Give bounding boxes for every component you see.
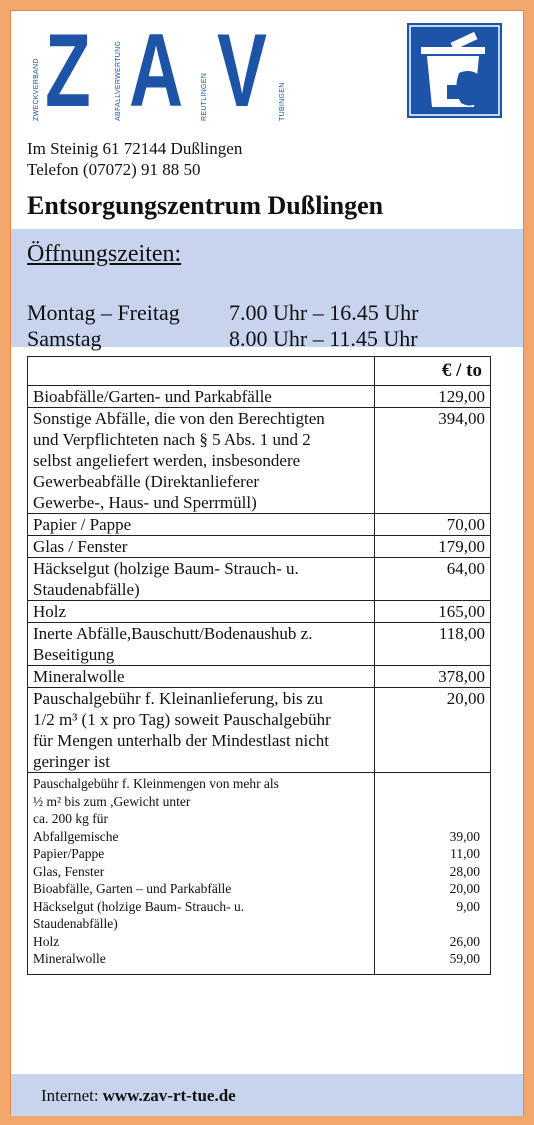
small-quantities-items: [28, 773, 375, 975]
small-item: Holz: [33, 933, 60, 949]
small-item: Papier/Pappe: [33, 846, 105, 861]
table-cell-item: Holz: [28, 601, 375, 623]
table-cell-item: Glas / Fenster: [28, 536, 375, 558]
table-row: [28, 623, 491, 666]
fee-table: [27, 356, 491, 975]
table-cell-item: Pauschalgebühr f. Kleinanlieferung, bis zu 1/2 m³ (1 x pro Tag) soweit Pauschalgebühr für Mengen unterhalb der Mindestlast nicht geringer ist: [28, 688, 375, 773]
logo-side-text-abfallverwertung: ABFALLVERWERTUNG: [115, 40, 122, 121]
logo-side-text-tuebingen: TÜBINGEN: [279, 82, 286, 121]
small-intro-line: Pauschalgebühr f. Kleinmengen von mehr als: [33, 776, 279, 791]
small-intro-line: ca. 200 kg für: [33, 811, 108, 826]
small-intro-line: ½ m² bis zum ,Gewicht unter: [33, 793, 191, 809]
small-item: Staudenabfälle): [33, 916, 118, 931]
small-price: 59,00: [449, 951, 480, 966]
info-card: [10, 10, 524, 1115]
small-item: Glas, Fenster: [33, 863, 105, 879]
small-item: Abfallgemische: [33, 828, 119, 844]
zav-logo: [11, 11, 523, 131]
table-cell-price: 129,00: [375, 386, 491, 408]
table-header-item: [28, 357, 375, 386]
opening-hours: [11, 229, 523, 351]
hours-time: 7.00 Uhr – 16.45 Uhr: [229, 300, 419, 325]
logo-letter-z: Z: [45, 13, 91, 129]
small-price: [380, 915, 480, 933]
table-row: [28, 601, 491, 623]
logo-letter-v: V: [217, 13, 267, 129]
small-item: Bioabfälle, Garten – und Parkabfälle: [33, 881, 232, 896]
table-row: [28, 688, 491, 773]
table-cell-price: 179,00: [375, 536, 491, 558]
table-cell-price: 70,00: [375, 514, 491, 536]
table-row: [28, 558, 491, 601]
small-price: 28,00: [449, 863, 480, 879]
table-cell-item: Sonstige Abfälle, die von den Berechtigten und Verpflichteten nach § 5 Abs. 1 und 2 selbst angeliefert werden, insbesondere Gewerbeabfälle (Direktanlieferer Gewerbe-, Haus- und Sperrmüll): [28, 408, 375, 514]
hours-days: Samstag: [27, 326, 102, 351]
small-price: 20,00: [449, 881, 480, 896]
website-link[interactable]: www.zav-rt-tue.de: [102, 1086, 236, 1105]
table-row-small-quantities: [28, 773, 491, 975]
opening-hours-heading: Öffnungszeiten:: [27, 241, 182, 267]
table-cell-item: Papier / Pappe: [28, 514, 375, 536]
phone: Telefon (07072) 91 88 50: [27, 160, 201, 179]
table-cell-price: 20,00: [375, 688, 491, 773]
waste-bin-icon: [407, 23, 502, 118]
table-cell-item: Bioabfälle/Garten- und Parkabfälle: [28, 386, 375, 408]
address: Im Steinig 61 72144 Dußlingen: [27, 139, 243, 158]
small-quantities-prices: [375, 773, 491, 975]
hours-days: Montag – Freitag: [27, 300, 180, 325]
table-cell-item: Häckselgut (holzige Baum- Strauch- u. Staudenabfälle): [28, 558, 375, 601]
table-header-price: € / to: [375, 357, 491, 386]
table-row: [28, 536, 491, 558]
table-row: [28, 514, 491, 536]
table-cell-price: 378,00: [375, 666, 491, 688]
small-price: 26,00: [449, 933, 480, 949]
small-price: 9,00: [456, 898, 480, 914]
table-header-row: [28, 357, 491, 386]
small-price: 11,00: [450, 846, 480, 861]
table-row: [28, 666, 491, 688]
footer: [11, 1074, 523, 1116]
footer-text: [41, 1086, 236, 1106]
small-price: 39,00: [449, 828, 480, 844]
hours-row-weekdays: [27, 301, 418, 325]
table-cell-item: Mineralwolle: [28, 666, 375, 688]
hours-time: 8.00 Uhr – 11.45 Uhr: [229, 326, 418, 351]
table-cell-item: Inerte Abfälle,Bauschutt/Bodenaushub z. Beseitigung: [28, 623, 375, 666]
logo-side-text-zweckverband: ZWECKVERBAND: [33, 58, 40, 121]
table-cell-price: 64,00: [375, 558, 491, 601]
table-cell-price: 394,00: [375, 408, 491, 514]
table-cell-price: 165,00: [375, 601, 491, 623]
table-cell-price: 118,00: [375, 623, 491, 666]
footer-label: Internet:: [41, 1086, 99, 1105]
logo-letter-a: A: [129, 13, 184, 129]
hours-row-saturday: [27, 327, 418, 351]
table-row: [28, 386, 491, 408]
logo-side-text-reutlingen: REUTLINGEN: [201, 72, 208, 121]
small-item: Häckselgut (holzige Baum- Strauch- u.: [33, 898, 245, 914]
page-title: Entsorgungszentrum Dußlingen: [27, 191, 384, 220]
small-item: Mineralwolle: [33, 951, 106, 966]
table-row: [28, 408, 491, 514]
